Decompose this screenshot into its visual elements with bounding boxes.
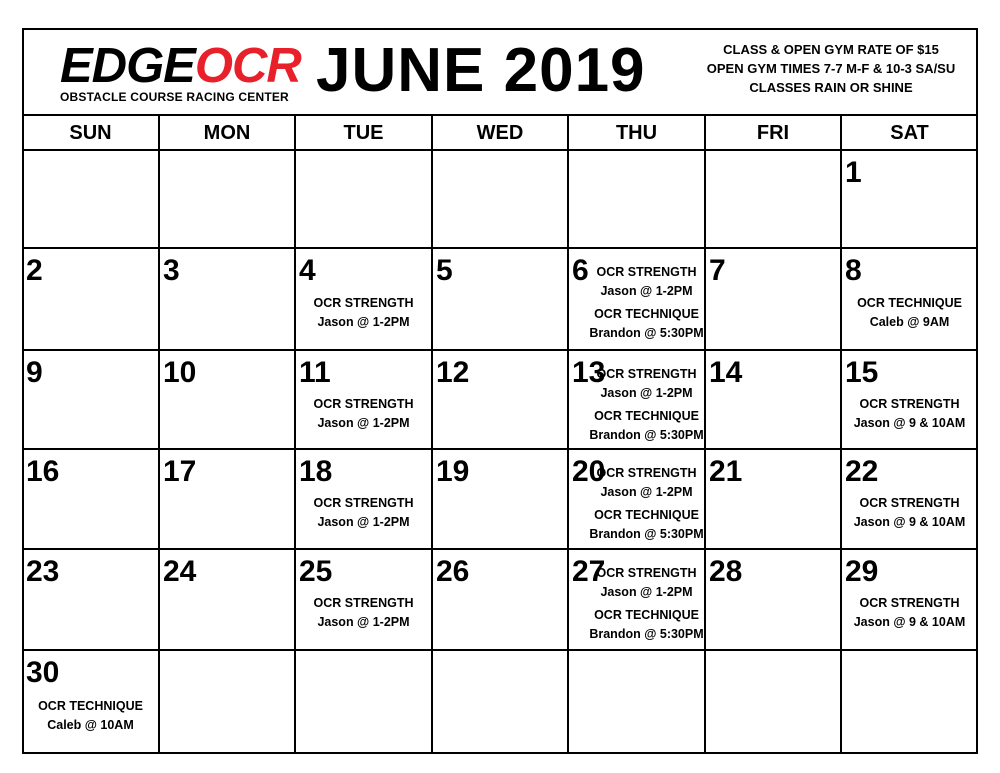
event-instructor-time: Brandon @ 5:30PM [589, 527, 704, 541]
day-number: 13 [572, 356, 606, 389]
empty-day-cell [159, 150, 295, 248]
empty-day-cell [568, 150, 705, 248]
day-cell-23 [22, 549, 159, 650]
weekday-header-thu: THU [615, 121, 658, 144]
day-number: 24 [163, 555, 197, 588]
day-cell-16 [22, 449, 159, 549]
day-number: 21 [709, 455, 743, 488]
empty-day-cell [295, 150, 432, 248]
day-cell-7 [705, 248, 841, 350]
day-number: 18 [299, 455, 333, 488]
empty-day-cell [705, 150, 841, 248]
day-number: 30 [26, 656, 60, 689]
day-number: 1 [845, 156, 862, 189]
event-class-name: OCR TECHNIQUE [594, 508, 699, 522]
day-number: 26 [436, 555, 470, 588]
day-cell-12 [432, 350, 568, 449]
event-class-name: OCR TECHNIQUE [857, 295, 962, 310]
day-cell-19 [432, 449, 568, 549]
day-number: 11 [299, 356, 331, 389]
info-line-weather: CLASSES RAIN OR SHINE [749, 80, 913, 95]
empty-day-cell [841, 650, 978, 754]
event-class-name: OCR TECHNIQUE [594, 409, 699, 423]
event-class-name: OCR STRENGTH [313, 596, 414, 611]
event-class-name: OCR STRENGTH [313, 396, 414, 411]
day-number: 23 [26, 555, 60, 588]
event-instructor-time: Jason @ 1-2PM [600, 585, 693, 599]
day-number: 7 [709, 254, 726, 287]
day-cell-5 [432, 248, 568, 350]
event-instructor-time: Brandon @ 5:30PM [589, 428, 704, 442]
event-class-name: OCR STRENGTH [859, 396, 960, 411]
day-number: 14 [709, 356, 743, 389]
day-number: 19 [436, 455, 470, 488]
day-cell-10 [159, 350, 295, 449]
day-cell-4 [295, 248, 432, 350]
day-cell-3 [159, 248, 295, 350]
empty-day-cell [705, 650, 841, 754]
day-number: 10 [163, 356, 197, 389]
event-class-name: OCR TECHNIQUE [38, 698, 143, 713]
empty-day-cell [159, 650, 295, 754]
weekday-header-fri: FRI [756, 121, 790, 144]
day-number: 9 [26, 356, 43, 389]
empty-day-cell [22, 150, 159, 248]
day-cell-9 [22, 350, 159, 449]
event-class-name: OCR STRENGTH [596, 566, 697, 580]
day-cell-30 [22, 650, 159, 754]
day-number: 15 [845, 356, 879, 389]
day-number: 5 [436, 254, 453, 287]
event-instructor-time: Jason @ 1-2PM [317, 515, 410, 529]
day-cell-15 [841, 350, 978, 449]
day-cell-29 [841, 549, 978, 650]
empty-day-cell [295, 650, 432, 754]
empty-day-cell [432, 150, 568, 248]
day-number: 16 [26, 455, 60, 488]
day-cell-2 [22, 248, 159, 350]
event-instructor-time: Jason @ 1-2PM [317, 415, 410, 430]
day-cell-13 [568, 350, 705, 449]
empty-day-cell [568, 650, 705, 754]
event-class-name: OCR TECHNIQUE [594, 608, 699, 622]
day-cell-6 [568, 248, 705, 350]
event-class-name: OCR TECHNIQUE [594, 307, 699, 321]
day-number: 3 [163, 254, 180, 287]
weekday-header-tue: TUE [343, 121, 384, 144]
event-class-name: OCR STRENGTH [596, 265, 697, 279]
day-cell-1 [841, 150, 978, 248]
day-number: 6 [572, 254, 589, 287]
day-number: 17 [163, 455, 197, 488]
day-cell-21 [705, 449, 841, 549]
event-instructor-time: Brandon @ 5:30PM [589, 627, 704, 641]
day-number: 8 [845, 254, 862, 287]
day-cell-28 [705, 549, 841, 650]
weekday-header-sun: SUN [69, 121, 112, 144]
event-instructor-time: Caleb @ 10AM [47, 717, 134, 732]
event-instructor-time: Jason @ 9 & 10AM [853, 615, 966, 630]
day-cell-25 [295, 549, 432, 650]
weekday-header-sat: SAT [890, 121, 929, 144]
event-instructor-time: Jason @ 1-2PM [600, 485, 693, 499]
event-class-name: OCR STRENGTH [313, 496, 414, 510]
event-instructor-time: Jason @ 1-2PM [317, 615, 410, 630]
event-instructor-time: Brandon @ 5:30PM [589, 326, 704, 340]
day-cell-24 [159, 549, 295, 650]
event-class-name: OCR STRENGTH [859, 596, 960, 611]
month-title: JUNE 2019 [316, 36, 646, 105]
event-instructor-time: Caleb @ 9AM [869, 314, 950, 329]
info-line-rate: CLASS & OPEN GYM RATE OF $15 [723, 42, 939, 57]
day-cell-20 [568, 449, 705, 549]
event-class-name: OCR STRENGTH [859, 496, 960, 510]
day-number: 25 [299, 555, 333, 588]
logo-ocr-text: OCR [194, 39, 301, 93]
event-class-name: OCR STRENGTH [596, 367, 697, 381]
logo-edge-text: EDGE [60, 39, 195, 93]
day-cell-11 [295, 350, 432, 449]
event-class-name: OCR STRENGTH [313, 295, 414, 310]
info-line-hours: OPEN GYM TIMES 7-7 M-F & 10-3 SA/SU [706, 61, 956, 76]
day-cell-27 [568, 549, 705, 650]
day-cell-22 [841, 449, 978, 549]
day-number: 2 [26, 254, 43, 287]
day-cell-26 [432, 549, 568, 650]
weekday-header-wed: WED [476, 121, 524, 144]
event-instructor-time: Jason @ 9 & 10AM [853, 515, 966, 529]
event-instructor-time: Jason @ 1-2PM [600, 284, 693, 298]
day-cell-14 [705, 350, 841, 449]
day-cell-17 [159, 449, 295, 549]
day-number: 29 [845, 555, 879, 588]
event-instructor-time: Jason @ 9 & 10AM [853, 415, 966, 430]
day-number: 12 [436, 356, 470, 389]
day-number: 4 [299, 254, 316, 287]
logo-subtitle: OBSTACLE COURSE RACING CENTER [60, 90, 289, 104]
day-number: 20 [572, 455, 606, 488]
day-cell-8 [841, 248, 978, 350]
event-class-name: OCR STRENGTH [596, 466, 697, 480]
day-cell-18 [295, 449, 432, 549]
day-number: 28 [709, 555, 743, 588]
empty-day-cell [432, 650, 568, 754]
event-instructor-time: Jason @ 1-2PM [600, 386, 693, 400]
weekday-header-mon: MON [203, 121, 251, 144]
day-number: 22 [845, 455, 879, 488]
event-instructor-time: Jason @ 1-2PM [317, 314, 410, 329]
day-number: 27 [572, 555, 606, 588]
